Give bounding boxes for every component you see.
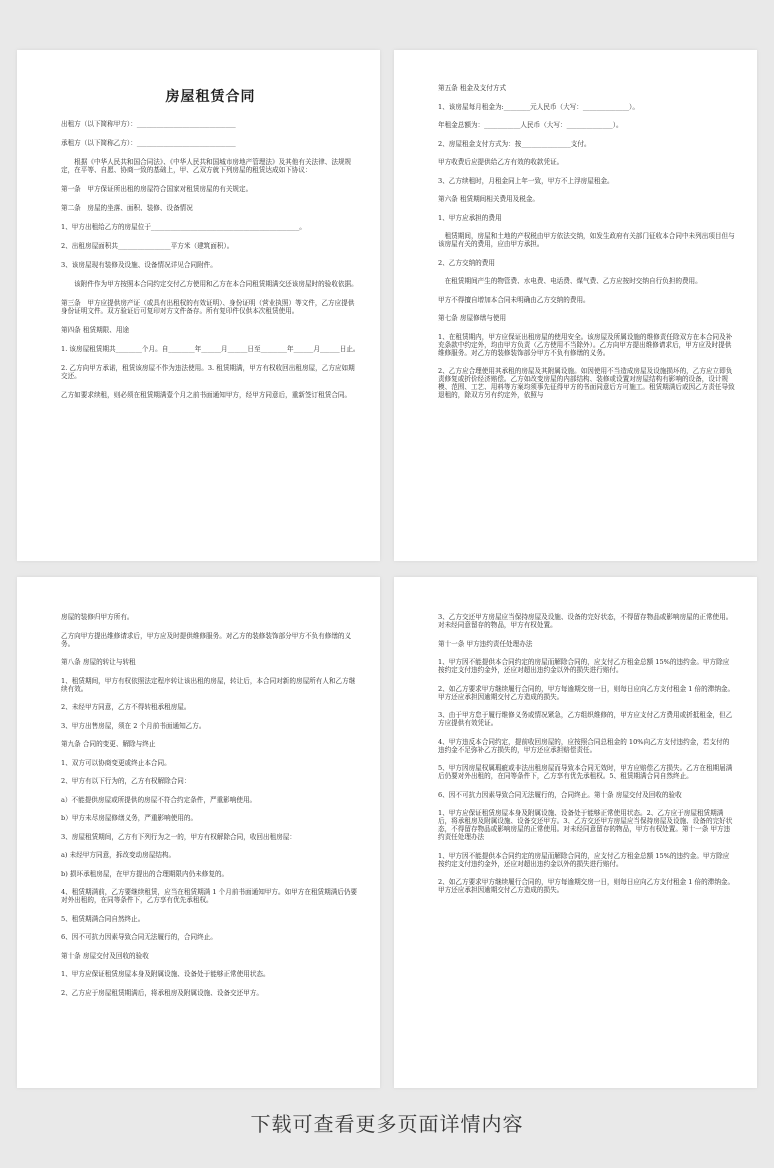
text-line: 5、租赁期满合同自然终止。 <box>61 914 145 923</box>
text-line: 1、甲方应承担的费用 <box>438 213 502 222</box>
text-line: 6、因不可抗力因素导致合同无法履行的，合同终止。第十条 房屋交付及回收的验收 <box>438 790 682 799</box>
text-line: a) 未经甲方同意，拆改变动房屋结构。 <box>61 851 176 859</box>
text-line: 1、租赁期间，甲方有权依照法定程序转让该出租的房屋，转让后，本合同对新的房屋所有人和乙方继续有效。 <box>61 676 356 693</box>
document-page-4 <box>394 577 757 1088</box>
text-line: 1、甲方因不能提供本合同约定的房屋而解除合同的，应支付乙方租金总额 15%的违约金。甲方除应按约定支付违约金外，还应对超出违约金以外的损失进行赔付。 <box>438 851 730 868</box>
text-line: 第一条 甲方保证所出租的房屋符合国家对租赁房屋的有关规定。 <box>61 185 253 193</box>
text-line: 甲方不得擅自增加本合同未明确由乙方交纳的费用。 <box>438 295 590 304</box>
text-line: 第二条 房屋的坐落、面积、装修、设备情况 <box>61 204 193 212</box>
text-line: 租赁期间，房屋和土地的产权税由甲方依法交纳，如发生政府有关部门征收本合同中未列出项目但与该房屋有关的费用，应由甲方承担。 <box>438 232 735 248</box>
text-line: 第十一条 甲方违约责任处理办法 <box>438 639 533 648</box>
text-line: 第十条 房屋交付及回收的验收 <box>61 951 149 960</box>
text-line: 第六条 租赁期间相关费用及税金。 <box>438 195 540 203</box>
text-line: 出租方（以下简称甲方）：______________________________ <box>61 120 236 128</box>
text-line: 在租赁期间产生的物管费、水电费、电话费、煤气费、乙方应按时交纳自行负担的费用。 <box>438 277 702 285</box>
text-line: 1、甲方应保证租赁房屋本身及附属设施、设备处于能够正常使用状态。2、乙方应于房屋租赁期满后，将承租房及附属设施、设备交还甲方。3、乙方交还甲方房屋应当保持房屋及设施、设备的完好状态，不得留存物品或影响房屋的正常使用。对未经同意留存的物品，甲方有权处置。第十一条 甲方违约责任处理办法 <box>438 809 733 841</box>
text-line: 1、该房屋每月租金为:________元人民币（大写：______________）。 <box>438 102 639 111</box>
contract-title: 房屋租赁合同 <box>165 89 256 105</box>
text-line: 2、如乙方要求甲方继续履行合同的，甲方每逾期交房一日，则每日应向乙方支付租金 1 倍的滞纳金。甲方还应承担因逾期交付乙方造成的损失。 <box>438 878 735 894</box>
text-line: 乙方向甲方提出维修请求后，甲方应及时提供维修服务。对乙方的装修装饰部分甲方不负有修缮的义务。 <box>61 631 352 648</box>
text-line: 第四条 租赁期限、用途 <box>61 326 130 334</box>
text-line: b）甲方未尽房屋修缮义务，严重影响使用的。 <box>61 814 198 822</box>
text-line: 1、甲方因不能提供本合同约定的房屋而解除合同的，应支付乙方租金总额 15%的违约金。甲方除应按约定支付违约金外，还应对超出违约金以外的损失进行赔付。 <box>438 658 730 674</box>
text-line: 第五条 租金及支付方式 <box>438 84 507 92</box>
text-line: 房屋的装修归甲方所有。 <box>61 613 134 621</box>
text-line: 1、在租赁期内，甲方应保证出租房屋的使用安全。该房屋及所属设施的维修责任除双方在本合同及补充条款中约定外，均由甲方负责（乙方使用不当除外）。乙方向甲方提出维修请求后，甲方应及时提供维修服务。对乙方的装修装饰部分甲方不负有修缮的义务。 <box>438 332 733 357</box>
text-line: 2、乙方应合理使用其承租的房屋及其附属设施。如因使用不当造成房屋及设施损坏的，乙方应立即负责修复或折价经济赔偿。乙方如改变房屋的内部结构、装修或设置对房屋结构有影响的设备，设计规模、范围、工艺、用料等方案均须事先征得甲方的书面同意后方可施工。租赁期满后或因乙方责任导致退租的，除双方另有约定外，依照与 <box>438 367 735 399</box>
text-line: 2、房屋租金支付方式为：按_______________支付。 <box>438 139 591 148</box>
document-page-3 <box>17 577 380 1088</box>
text-line: 第七条 房屋修缮与使用 <box>438 314 507 322</box>
text-line: 1、甲方应保证租赁房屋本身及附属设施、设备处于能够正常使用状态。 <box>61 970 270 978</box>
text-line: 2. 乙方向甲方承诺，租赁该房屋不作为违法使用。3. 租赁期满，甲方有权收回出租房屋，乙方应如期交还。 <box>61 364 355 380</box>
text-line: 2、出租房屋面积共________________平方米（建筑面积）。 <box>61 242 234 250</box>
text-line: 3、该房屋现有装修及设施、设备情况详见合同附件。 <box>61 261 217 269</box>
text-line: b) 损坏承租房屋，在甲方提出的合理期限内仍未修复的。 <box>61 869 229 878</box>
text-line: 3、由于甲方怠于履行维修义务或情况紧急，乙方组织维修的，甲方应支付乙方费用或折抵租金，但乙方应提供有效凭证。 <box>438 711 733 727</box>
text-line: 承租方（以下简称乙方）：______________________________ <box>61 139 236 147</box>
text-line: 6、因不可抗力因素导致合同无法履行的，合同终止。 <box>61 933 217 941</box>
page-3-text <box>61 613 360 997</box>
page-2-text <box>438 84 735 399</box>
text-line: 3、乙方交还甲方房屋应当保持房屋及设施、设备的完好状态，不得留存物品或影响房屋的正常使用。对未经同意留存的物品，甲方有权处置。 <box>438 613 733 629</box>
text-line: 该附件作为甲方按照本合同约定交付乙方使用和乙方在本合同租赁期满交还该房屋时的验收依据。 <box>61 280 358 288</box>
text-line: 1、双方可以协商变更或终止本合同。 <box>61 758 171 767</box>
text-line: 3、房屋租赁期间，乙方有下列行为之一的，甲方有权解除合同，收回出租房屋： <box>61 832 296 841</box>
text-line: 2、乙方交纳的费用 <box>438 258 495 267</box>
text-line: 甲方收费后应提供给乙方有效的收款凭证。 <box>438 158 564 166</box>
download-more-prompt[interactable]: 下载可查看更多页面详情内容 <box>250 1112 524 1136</box>
text-line: a）不能提供房屋或所提供的房屋不符合约定条件，严重影响使用。 <box>61 795 257 804</box>
page-4-text <box>438 613 735 894</box>
text-line: 第八条 房屋的转让与转租 <box>61 658 136 666</box>
text-line: 4、租赁期满前，乙方要继续租赁，应当在租赁期满 1 个月前书面通知甲方。如甲方在租赁期满后仍要对外出租的，在同等条件下，乙方享有优先承租权。 <box>61 888 358 904</box>
document-page-2 <box>394 50 757 561</box>
text-line: 年租金总额为：___________人民币（大写：______________）。 <box>438 121 623 129</box>
text-line: 1、甲方出租给乙方的房屋位于_____________________________________________。 <box>61 223 306 231</box>
text-line: 2、未经甲方同意，乙方不得转租承租房屋。 <box>61 703 191 711</box>
text-line: 4、甲方违反本合同约定，提前收回房屋的，应按照合同总租金的 10%向乙方支付违约金，若支付的违约金不足弥补乙方损失的，甲方还应承担赔偿责任。 <box>438 737 730 754</box>
text-line: 2、甲方有以下行为的，乙方有权解除合同： <box>61 777 191 785</box>
text-line: 1. 该房屋租赁期共________个月。自________年______月______日至________年______月______日止。 <box>61 345 360 353</box>
text-line: 第三条 甲方应提供房产证（或具有出租权的有效证明）、身份证明（营业执照）等文件，乙方应提供身份证明文件。双方验证后可复印对方文件备存。所有复印件仅供本次租赁使用。 <box>61 299 355 315</box>
text-line: 5、甲方因房屋权属瑕疵或非法出租房屋而导致本合同无效时，甲方应赔偿乙方损失。乙方在租期届满后仍要对外出租的，在同等条件下，乙方享有优先承租权。5、租赁期满合同自然终止。 <box>438 764 733 780</box>
text-line: 根据《中华人民共和国合同法》、《中华人民共和国城市房地产管理法》及其他有关法律、法规规定，在平等、自愿、协商一致的基础上，甲、乙双方就下列房屋的租赁达成如下协议： <box>61 158 352 174</box>
text-line: 3、乙方续租时，月租金同上年一致，甲方不上浮房屋租金。 <box>438 176 614 185</box>
text-line: 乙方如要求续租，则必须在租赁期满壹个月之前书面通知甲方，经甲方同意后，重新签订租赁合同。 <box>61 391 352 399</box>
text-line: 3、甲方出售房屋，须在 2 个月前书面通知乙方。 <box>61 721 206 730</box>
document-page-1 <box>17 50 380 561</box>
text-line: 2、乙方应于房屋租赁期满后，将承租房及附属设施、设备交还甲方。 <box>61 988 264 997</box>
text-line: 2、如乙方要求甲方继续履行合同的，甲方每逾期交房一日，则每日应向乙方支付租金 1 倍的滞纳金。甲方还应承担因逾期交付乙方造成的损失。 <box>438 684 735 701</box>
page-1-text <box>61 120 360 399</box>
text-line: 第九条 合同的变更、解除与终止 <box>61 740 156 748</box>
